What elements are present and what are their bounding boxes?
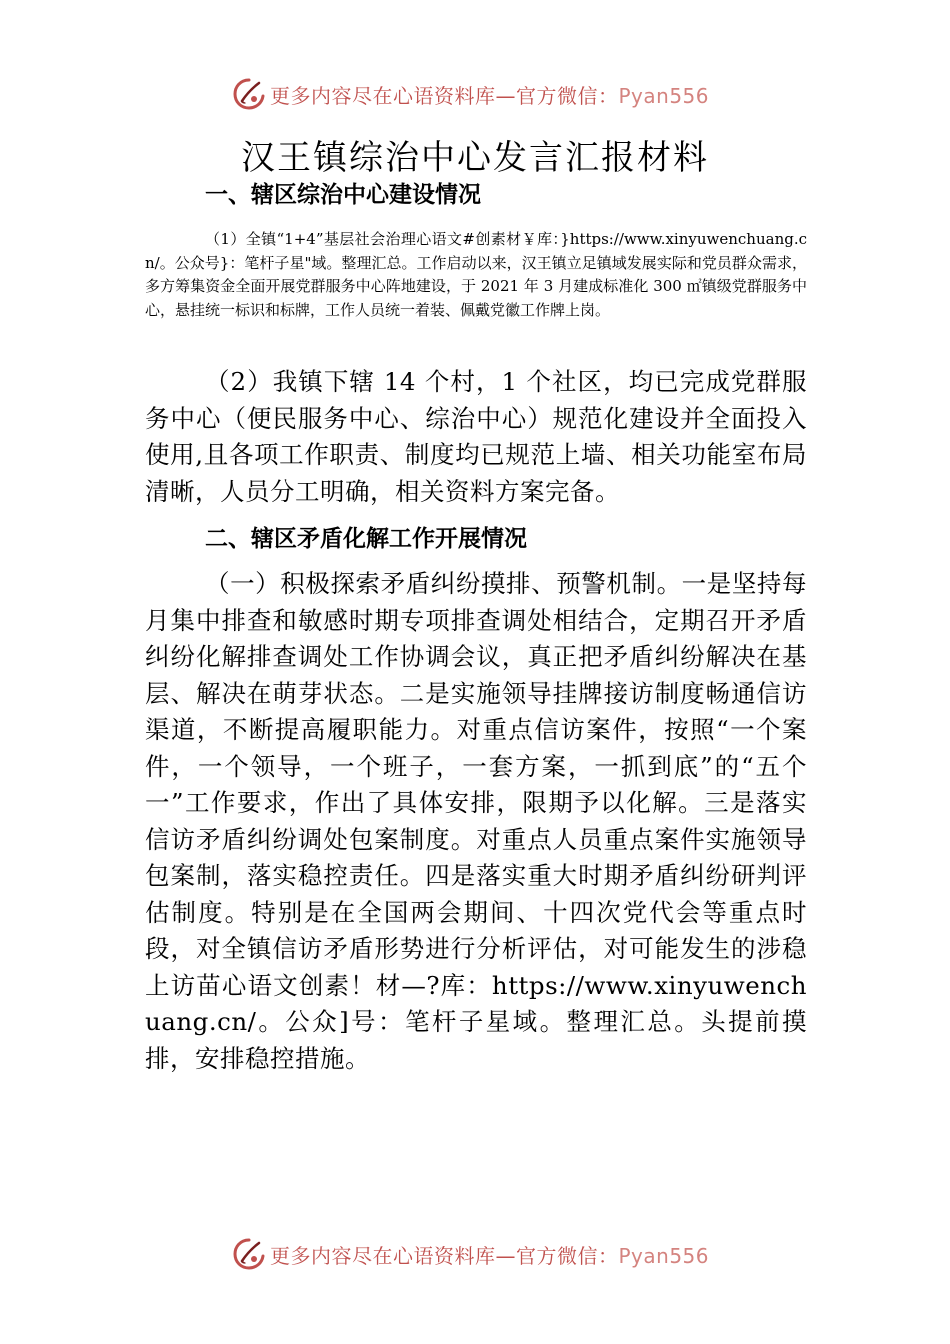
brush-logo-icon — [232, 77, 266, 111]
header-banner — [232, 76, 732, 112]
section1-paragraph-2: （2）我镇下辖 14 个村，1 个社区，均已完成党群服务中心（便民服务中心、综治中心）规范化建设并全面投入使用,且各项工作职责、制度均已规范上墙、相关功能室布局清晰，人员分工明确，相关资料方案完备。 — [145, 367, 807, 506]
section2-paragraph-1: （一）积极探索矛盾纠纷摸排、预警机制。一是坚持每月集中排查和敏感时期专项排查调处相结合，定期召开矛盾纠纷化解排查调处工作协调会议，真正把矛盾纠纷解决在基层、解决在萌芽状态。二是实施领导挂牌接访制度畅通信访渠道，不断提高履职能力。对重点信访案件，按照“一个案件，一个领导，一个班子，一套方案，一抓到底”的“五个一”工作要求，作出了具体安排，限期予以化解。三是落实信访矛盾纠纷调处包案制度。对重点人员重点案件实施领导包案制，落实稳控责任。四是落实重大时期矛盾纠纷研判评估制度。特别是在全国两会期间、十四次党代会等重点时段，对全镇信访矛盾形势进行分析评估，对可能发生的涉稳上访苗心语文创素！材—?库：https://www.xinyuwenchuang.cn/。公众]号：笔杆子星域。整理汇总。头提前摸排，安排稳控措施。 — [145, 569, 807, 1073]
section1-paragraph-1: （1）全镇“1+4”基层社会治理心语文#创素材￥库：}https://www.xinyuwenchuang.cn/。公众号}：笔杆子星"域。整理汇总。工作启动以来，汉王镇立足镇域发展实际和党员群众需求，多方筹集资金全面开展党群服务中心阵地建设，于 2021 年 3 月建成标准化 300 ㎡镇级党群服务中心，悬挂统一标识和标牌，工作人员统一着装、佩戴党徽工作牌上岗。 — [145, 230, 807, 319]
banner-text: 更多内容尽在心语资料库—官方微信：Pyan556 — [270, 1243, 710, 1268]
wechat-id: Pyan556 — [618, 83, 710, 108]
brush-logo-icon — [232, 1237, 266, 1271]
wechat-id: Pyan556 — [618, 1243, 710, 1268]
banner-text: 更多内容尽在心语资料库—官方微信：Pyan556 — [270, 83, 710, 108]
section1-heading: 一、辖区综治中心建设情况 — [205, 182, 481, 208]
document-title: 汉王镇综治中心发言汇报材料 — [241, 138, 709, 178]
section2-heading: 二、辖区矛盾化解工作开展情况 — [205, 526, 527, 552]
footer-banner — [232, 1236, 732, 1272]
